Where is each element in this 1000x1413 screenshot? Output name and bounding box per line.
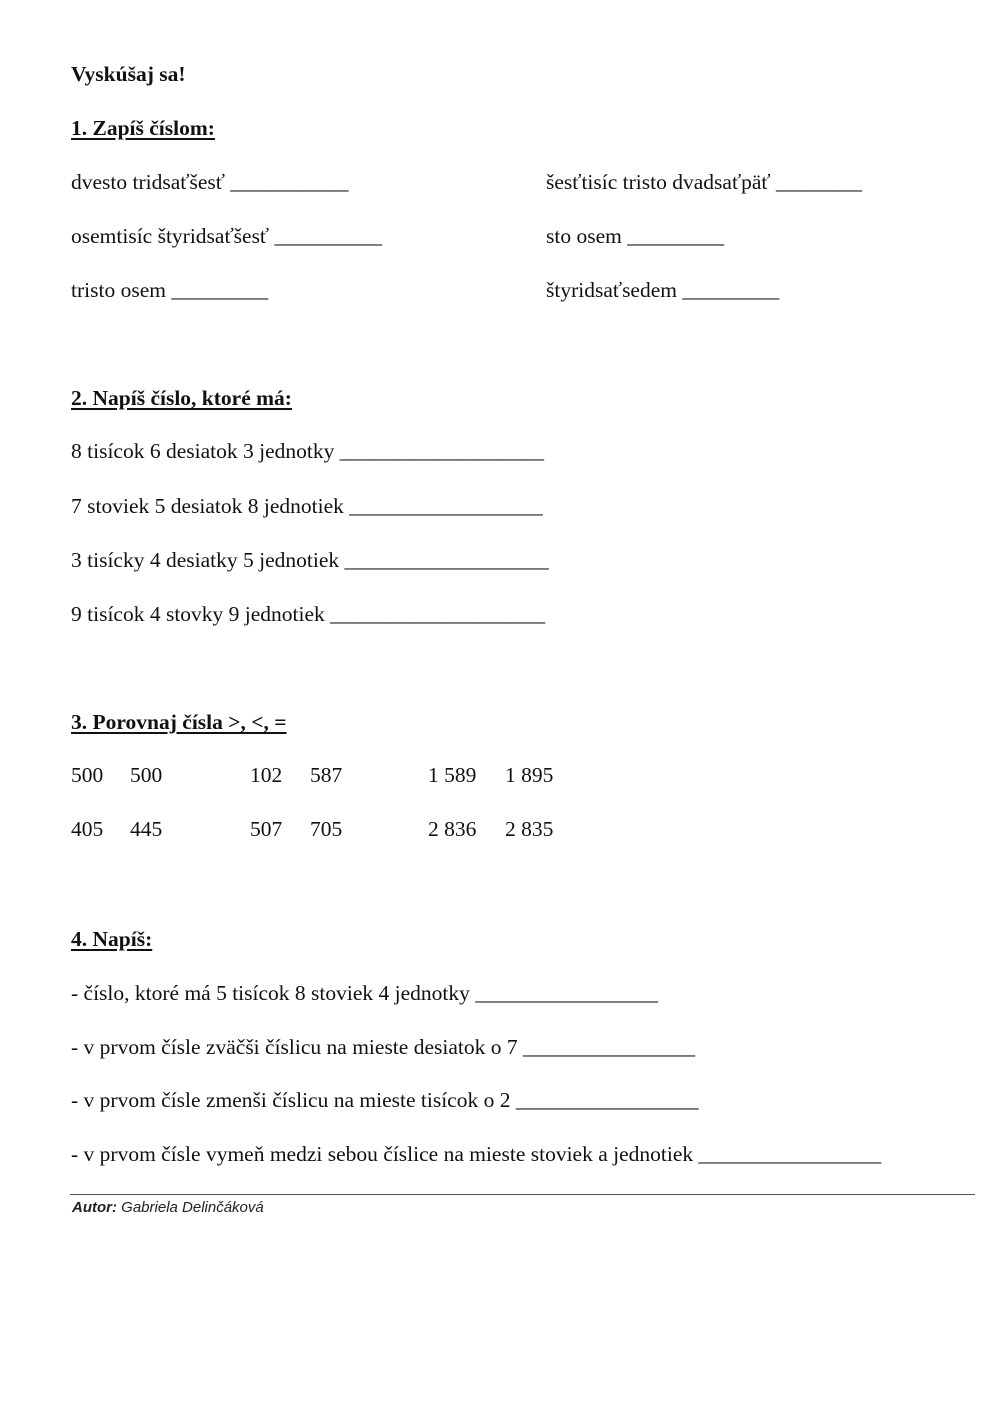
compare-number: 500 (71, 763, 104, 787)
exercise-2-item: 3 tisícky 4 desiatky 5 jednotiek ___________________ (71, 548, 549, 572)
exercise-4-item: - v prvom čísle vymeň medzi sebou číslice na mieste stoviek a jednotiek _________________ (71, 1142, 882, 1166)
exercise-1-item: osemtisíc štyridsaťšesť __________ (71, 224, 382, 248)
section-3-heading: 3. Porovnaj čísla >, <, = (71, 710, 287, 734)
exercise-2-item: 8 tisícok 6 desiatok 3 jednotky ___________________ (71, 439, 544, 463)
exercise-2-item: 7 stoviek 5 desiatok 8 jednotiek __________________ (71, 494, 543, 518)
compare-number: 1 589 (428, 763, 477, 787)
footer-author-label: Autor: (72, 1199, 117, 1216)
compare-number: 2 836 (428, 817, 477, 841)
exercise-1-item: sto osem _________ (546, 224, 724, 248)
section-4-heading: 4. Napíš: (71, 927, 153, 951)
section-1-heading: 1. Zapíš číslom: (71, 116, 215, 140)
compare-number: 102 (250, 763, 283, 787)
compare-number: 507 (250, 817, 283, 841)
exercise-4-item: - v prvom čísle zväčši číslicu na mieste desiatok o 7 ________________ (71, 1035, 695, 1059)
compare-number: 1 895 (505, 763, 554, 787)
exercise-4-item: - číslo, ktoré má 5 tisícok 8 stoviek 4 jednotky _________________ (71, 981, 659, 1005)
exercise-1-item: dvesto tridsaťšesť ___________ (71, 170, 349, 194)
exercise-1-item: tristo osem _________ (71, 278, 269, 302)
exercise-2-item: 9 tisícok 4 stovky 9 jednotiek ____________________ (71, 602, 546, 626)
page-title: Vyskúšaj sa! (71, 62, 186, 86)
exercise-1-item: šesťtisíc tristo dvadsaťpäť ________ (546, 170, 862, 194)
section-2-heading: 2. Napíš číslo, ktoré má: (71, 386, 292, 410)
footer-author-name: Gabriela Delinčáková (121, 1199, 264, 1216)
compare-number: 2 835 (505, 817, 554, 841)
compare-number: 405 (71, 817, 104, 841)
compare-number: 705 (310, 817, 343, 841)
exercise-4-item: - v prvom čísle zmenši číslicu na mieste tisícok o 2 _________________ (71, 1088, 699, 1112)
compare-number: 445 (130, 817, 163, 841)
exercise-1-item: štyridsaťsedem _________ (546, 278, 780, 302)
footer-divider (70, 1194, 975, 1195)
compare-number: 587 (310, 763, 343, 787)
footer-author (72, 1199, 264, 1216)
compare-number: 500 (130, 763, 163, 787)
